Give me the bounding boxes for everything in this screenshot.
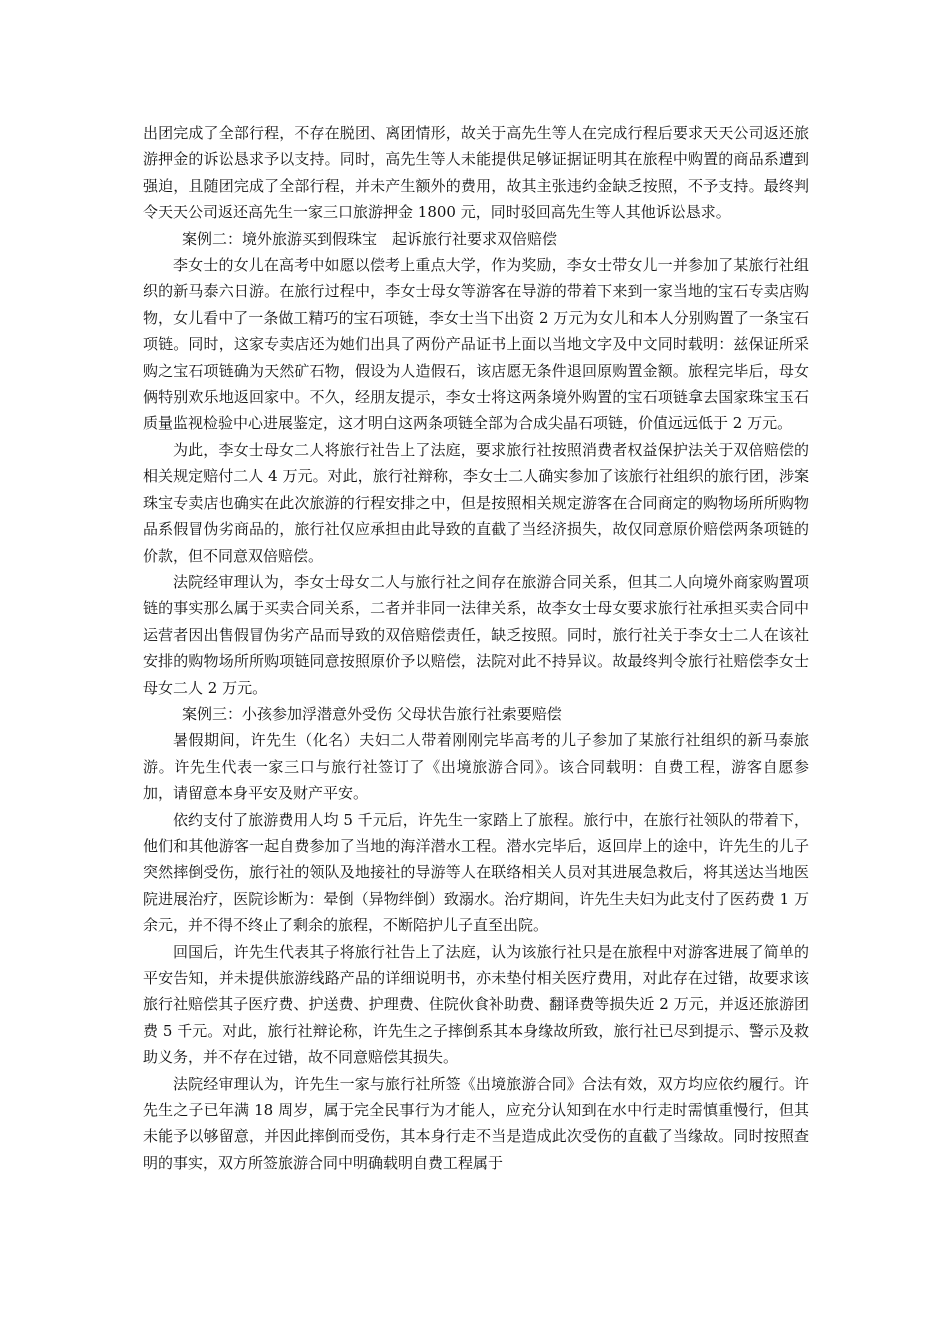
document-body [143,120,809,1176]
case2-heading: 案例二：境外旅游买到假珠宝 起诉旅行社要求双倍赔偿 [182,229,558,248]
paragraph-case3-incident: 依约支付了旅游费用人均 5 千元后，许先生一家踏上了旅程。旅行中，在旅行社领队的带着下，他们和其他游客一起自费参加了当地的海洋潜水工程。潜水完毕后，返回岸上的途中，许先生的儿子突然摔倒受伤，旅行社的领队及地接社的导游等人在联络相关人员对其进展急救后，将其送达当地医院进展治疗，医院诊断为：晕倒（异物绊倒）致溺水。治疗期间，许先生夫妇为此支付了医药费 1 万余元，并不得不终止了剩余的旅程，不断陪护儿子直至出院。 [143,810,809,935]
case3-heading: 案例三：小孩参加浮潜意外受伤 父母状告旅行社索要赔偿 [182,704,562,723]
paragraph-case3-lawsuit: 回国后，许先生代表其子将旅行社告上了法庭，认为该旅行社只是在旅程中对游客进展了简单的平安告知，并未提供旅游线路产品的详细说明书，亦未垫付相关医疗费用，对此存在过错，故要求该旅行社赔偿其子医疗费、护送费、护理费、住院伙食补助费、翻译费等损失近 2 万元，并返还旅游团费 5 千元。对此，旅行社辩论称，许先生之子摔倒系其本身缘故所致，旅行社已尽到提示、警示及救助义务，并不存在过错，故不同意赔偿其损失。 [143,942,809,1067]
paragraph-case3-contract: 暑假期间，许先生（化名）夫妇二人带着刚刚完毕高考的儿子参加了某旅行社组织的新马泰旅游。许先生代表一家三口与旅行社签订了《出境旅游合同》。该合同载明：自费工程，游客自愿参加，请留意本身平安及财产平安。 [143,731,809,803]
paragraph-case1-conclusion: 出团完成了全部行程，不存在脱团、离团情形，故关于高先生等人在完成行程后要求天天公司返还旅游押金的诉讼恳求予以支持。同时，高先生等人未能提供足够证据证明其在旅程中购置的商品系遭到强迫，且随团完成了全部行程，并未产生额外的费用，故其主张违约金缺乏按照，不予支持。最终判令天天公司返还高先生一家三口旅游押金 1800 元，同时驳回高先生等人其他诉讼恳求。 [143,124,809,222]
paragraph-case2-facts: 李女士的女儿在高考中如愿以偿考上重点大学，作为奖励，李女士带女儿一并参加了某旅行社组织的新马泰六日游。在旅行过程中，李女士母女等游客在导游的带着下来到一家当地的宝石专卖店购物，女儿看中了一条做工精巧的宝石项链，李女士当下出资 2 万元为女儿和本人分别购置了一条宝石项链。同时，这家专卖店还为她们出具了两份产品证书上面以当地文字及中文同时载明：兹保证所采购之宝石项链确为天然矿石物，假设为人造假石，该店愿无条件退回原购置金额。旅程完毕后，母女俩特别欢乐地返回家中。不久，经朋友提示，李女士将这两条境外购置的宝石项链拿去国家珠宝玉石质量监视检验中心进展鉴定，这才明白这两条项链全部为合成尖晶石项链，价值远远低于 2 万元。 [143,256,809,433]
paragraph-case2-judgment: 法院经审理认为，李女士母女二人与旅行社之间存在旅游合同关系，但其二人向境外商家购置项链的事实那么属于买卖合同关系，二者并非同一法律关系，故李女士母女要求旅行社承担买卖合同中运营者因出售假冒伪劣产品而导致的双倍赔偿责任，缺乏按照。同时，旅行社关于李女士二人在该社安排的购物场所所购项链同意按照原价予以赔偿，法院对此不持异议。故最终判令旅行社赔偿李女士母女二人 2 万元。 [143,572,809,697]
paragraph-case3-judgment: 法院经审理认为，许先生一家与旅行社所签《出境旅游合同》合法有效，双方均应依约履行。许先生之子已年满 18 周岁，属于完全民事行为才能人，应充分认知到在水中行走时需慎重慢行，但其未能予以够留意，并因此摔倒而受伤，其本身行走不当是造成此次受伤的直截了当缘故。同时按照查明的事实，双方所签旅游合同中明确载明自费工程属于 [143,1074,809,1172]
paragraph-case2-claims: 为此，李女士母女二人将旅行社告上了法庭，要求旅行社按照消费者权益保护法关于双倍赔偿的相关规定赔付二人 4 万元。对此，旅行社辩称，李女士二人确实参加了该旅行社组织的旅行团，涉案珠宝专卖店也确实在此次旅游的行程安排之中，但是按照相关规定游客在合同商定的购物场所所购物品系假冒伪劣商品的，旅行社仅应承担由此导致的直截了当经济损失，故仅同意原价赔偿两条项链的价款，但不同意双倍赔偿。 [143,440,809,565]
